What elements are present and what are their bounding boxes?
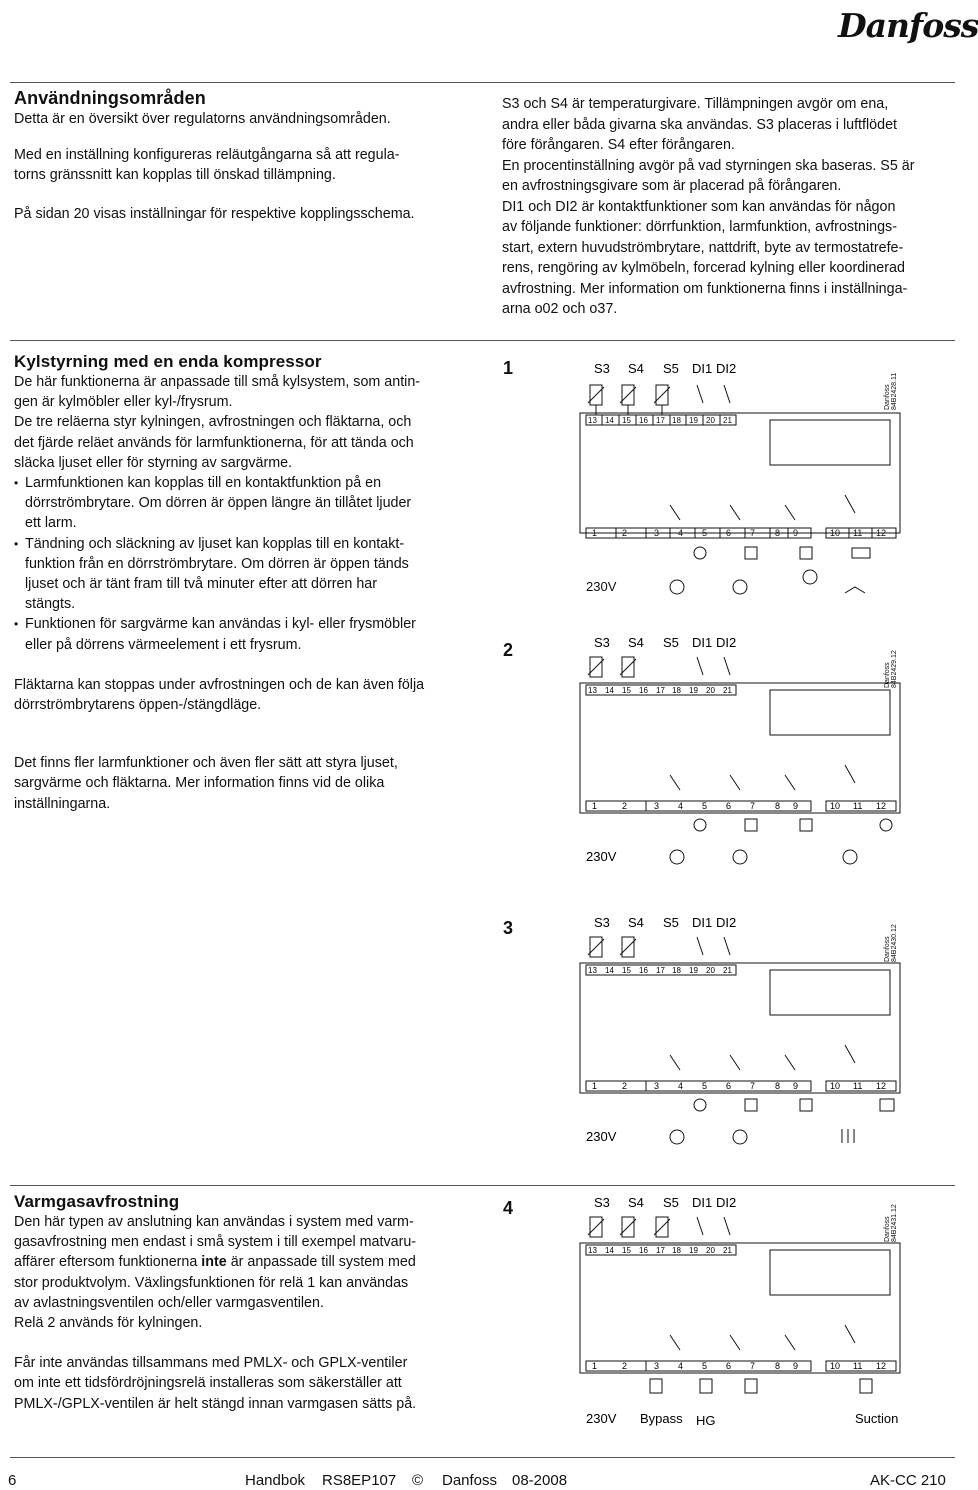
svg-text:4: 4: [678, 528, 684, 538]
bullet-light: • Tändning och släckning av ljuset kan kopplas till en kontakt- funktion från en dörrströmbrytare. Om dörren är öppen tänds ljuset och är tänt fram till två minuter efter att dörren har stängts.: [14, 534, 484, 615]
svg-text:S4: S4: [628, 915, 644, 930]
footer-page-number: 6: [8, 1472, 17, 1489]
svg-text:15: 15: [622, 686, 631, 695]
svg-text:7: 7: [750, 1361, 756, 1371]
svg-text:11: 11: [853, 1081, 863, 1091]
bypass-label: Bypass: [640, 1411, 683, 1426]
svg-text:DI2: DI2: [716, 1195, 737, 1210]
svg-text:4: 4: [678, 1081, 684, 1091]
sensor-symbols: [588, 385, 730, 415]
single-compressor-heading: Kylstyrning med en enda kompressor: [14, 352, 322, 371]
svg-text:12: 12: [876, 528, 887, 538]
hotgas-para-1: [14, 1212, 484, 1333]
bullet-alarm: • Larmfunktionen kan kopplas till en kontaktfunktion på en dörrströmbrytare. Om dörren är öppen längre än tillåtet ljuder ett larm.: [14, 473, 484, 534]
diagram-3-code: Danfoss 84B2430.12: [884, 924, 898, 962]
sensor-labels: [594, 361, 736, 376]
svg-text:9: 9: [793, 1361, 799, 1371]
diagram-1-number: 1: [503, 358, 514, 378]
svg-text:20: 20: [706, 686, 715, 695]
svg-text:13: 13: [588, 686, 597, 695]
svg-text:9: 9: [793, 1081, 799, 1091]
wiring-diagram-1: [580, 355, 910, 610]
svg-text:10: 10: [830, 1081, 841, 1091]
svg-text:6: 6: [726, 801, 732, 811]
svg-text:5: 5: [702, 801, 708, 811]
single-compressor-para-2: Fläktarna kan stoppas under avfrostningen och de kan även följa dörrströmbrytarens öppen-/stängdläge.: [14, 676, 425, 714]
svg-text:7: 7: [750, 801, 756, 811]
wiring-diagram-2: [580, 635, 910, 870]
svg-text:7: 7: [750, 1081, 756, 1091]
voltage-label: 230V: [586, 849, 617, 864]
svg-text:5: 5: [702, 1361, 708, 1371]
svg-text:S3: S3: [594, 635, 610, 650]
svg-text:17: 17: [656, 686, 665, 695]
sensor-labels: [594, 635, 736, 650]
svg-text:6: 6: [726, 1361, 732, 1371]
svg-text:7: 7: [750, 528, 756, 538]
wiring-diagram-1-svg: [580, 355, 910, 610]
svg-text:18: 18: [672, 1246, 681, 1255]
voltage-label: 230V: [586, 579, 617, 594]
svg-text:9: 9: [793, 528, 799, 538]
svg-text:10: 10: [830, 1361, 841, 1371]
diagram-1-code: Danfoss 84B2428.11: [884, 372, 898, 410]
svg-text:4: 4: [678, 801, 684, 811]
svg-text:S4: S4: [628, 1195, 644, 1210]
svg-text:3: 3: [654, 528, 660, 538]
danfoss-logo: [838, 6, 978, 46]
svg-text:8: 8: [775, 1361, 781, 1371]
svg-text:18: 18: [672, 416, 681, 425]
hotgas-para-1-bold: inte: [201, 1254, 227, 1271]
svg-text:16: 16: [639, 416, 648, 425]
svg-text:3: 3: [654, 1081, 660, 1091]
bottom-terminal-labels: [592, 1081, 886, 1091]
svg-text:DI1: DI1: [692, 1195, 713, 1210]
top-terminal-labels: [588, 686, 732, 695]
bottom-terminal-labels: [592, 801, 886, 811]
sensor-labels: [594, 1195, 736, 1210]
svg-text:DI2: DI2: [716, 635, 737, 650]
svg-text:14: 14: [605, 416, 614, 425]
svg-text:1: 1: [592, 528, 598, 538]
divider-top: [10, 82, 955, 83]
hotgas-section: [14, 1192, 484, 1414]
svg-text:S3: S3: [594, 915, 610, 930]
footer-product: AK-CC 210: [870, 1472, 946, 1489]
hotgas-para-1a: Den här typen av anslutning kan användas i system med varm- gasavfrostning men endast i små system i till exempel matvaru- affärer eftersom funktionerna: [14, 1214, 417, 1271]
svg-text:13: 13: [588, 966, 597, 975]
svg-text:10: 10: [830, 528, 841, 538]
svg-text:12: 12: [876, 1361, 887, 1371]
diagram-4-number: 4: [503, 1198, 514, 1218]
sensor-di2: DI2: [716, 361, 737, 376]
svg-text:19: 19: [689, 1246, 698, 1255]
divider-3: [10, 1185, 955, 1186]
svg-text:8: 8: [775, 528, 781, 538]
svg-text:19: 19: [689, 686, 698, 695]
svg-text:3: 3: [654, 1361, 660, 1371]
svg-text:17: 17: [656, 1246, 665, 1255]
svg-text:17: 17: [656, 966, 665, 975]
svg-text:1: 1: [592, 801, 598, 811]
relay-contacts: [670, 495, 855, 520]
svg-text:5: 5: [702, 1081, 708, 1091]
svg-text:6: 6: [726, 528, 732, 538]
wiring-diagram-3-svg: [580, 915, 910, 1150]
svg-text:8: 8: [775, 1081, 781, 1091]
footer-date: 08-2008: [512, 1472, 568, 1489]
svg-text:12: 12: [876, 801, 887, 811]
svg-text:2: 2: [622, 801, 628, 811]
svg-text:20: 20: [706, 966, 715, 975]
svg-text:6: 6: [726, 1081, 732, 1091]
load-symbols: [670, 547, 870, 594]
svg-text:11: 11: [853, 801, 863, 811]
svg-text:18: 18: [672, 966, 681, 975]
sensor-s5: S5: [663, 361, 679, 376]
svg-text:10: 10: [830, 801, 841, 811]
svg-text:S5: S5: [663, 915, 679, 930]
voltage-label: 230V: [586, 1129, 617, 1144]
wiring-diagram-2-svg: [580, 635, 910, 870]
svg-text:9: 9: [793, 801, 799, 811]
usage-right-text: S3 och S4 är temperaturgivare. Tillämpningen avgör om ena, andra eller båda givarna ska användas. S3 placeras i luftflödet före förångaren. S4 efter förångaren. En procentinställning avgör på vad styrningen ska baseras. S5 är en avfrostningsgivare som är placerad på förångaren. DI1 och DI2 är kontaktfunktioner som kan användas för någon av följande funktioner: dörrfunktion, larmfunktion, avfrostnings- start, extern huvudströmbrytare, nattdrift, byte av termostatrefe- rens, rengöring av kylmöbeln, forcerad kylning eller koordinerad avfrostning. Mer information om funktionerna finns i inställninga- arna o02 och o37.: [502, 96, 915, 317]
svg-text:3: 3: [654, 801, 660, 811]
divider-footer: [10, 1457, 955, 1458]
svg-text:S4: S4: [628, 635, 644, 650]
footer-code: RS8EP107: [322, 1472, 397, 1489]
bullet-rail-heat: • Funktionen för sargvärme kan användas i kyl- eller frysmöbler eller på dörrens värmeelement i ett frysrum.: [14, 614, 484, 654]
svg-text:14: 14: [605, 1246, 614, 1255]
svg-text:21: 21: [723, 1246, 732, 1255]
bottom-terminal-labels: [592, 1361, 886, 1371]
svg-text:14: 14: [605, 686, 614, 695]
svg-text:DI2: DI2: [716, 915, 737, 930]
sensor-s4: S4: [628, 361, 644, 376]
svg-text:16: 16: [639, 686, 648, 695]
svg-text:19: 19: [689, 416, 698, 425]
suction-label: Suction: [855, 1411, 899, 1426]
diagram-2-code: Danfoss 84B2429.12: [884, 650, 898, 688]
svg-text:S3: S3: [594, 1195, 610, 1210]
usage-para-3: På sidan 20 visas inställningar för respektive kopplingsschema.: [14, 205, 415, 222]
top-terminal-labels: [588, 416, 732, 425]
svg-text:19: 19: [689, 966, 698, 975]
svg-text:14: 14: [605, 966, 614, 975]
svg-text:15: 15: [622, 1246, 631, 1255]
svg-text:15: 15: [622, 966, 631, 975]
hotgas-para-1b: är anpassade till system med stor produktvolym. Växlingsfunktionen för relä 1 kan användas av avlastningsventilen och/eller varmgasventilen. Relä 2 används för kylningen.: [14, 1254, 416, 1332]
wiring-diagram-3: [580, 915, 910, 1150]
svg-text:11: 11: [853, 1361, 863, 1371]
sensor-di1: DI1: [692, 361, 713, 376]
svg-text:13: 13: [588, 416, 597, 425]
svg-text:21: 21: [723, 686, 732, 695]
svg-text:11: 11: [853, 528, 863, 538]
svg-text:18: 18: [672, 686, 681, 695]
svg-text:20: 20: [706, 416, 715, 425]
svg-text:21: 21: [723, 416, 732, 425]
svg-text:15: 15: [622, 416, 631, 425]
top-terminal-labels: [588, 966, 732, 975]
svg-text:16: 16: [639, 1246, 648, 1255]
svg-text:2: 2: [622, 1081, 628, 1091]
svg-text:13: 13: [588, 1246, 597, 1255]
voltage-label: 230V: [586, 1411, 617, 1426]
svg-text:2: 2: [622, 528, 628, 538]
usage-para-1: Detta är en översikt över regulatorns användningsområden.: [14, 111, 391, 127]
diagram-4-code: Danfoss 84B2431.12: [884, 1204, 898, 1242]
svg-text:1: 1: [592, 1081, 598, 1091]
svg-text:21: 21: [723, 966, 732, 975]
hg-label: HG: [696, 1413, 716, 1428]
diagram-2-number: 2: [503, 640, 514, 660]
single-compressor-para-3: Det finns fler larmfunktioner och även fler sätt att styra ljuset, sargvärme och fläktarna. Mer information finns vid de olika inställningarna.: [14, 755, 398, 812]
top-terminal-labels: [588, 1246, 732, 1255]
svg-text:8: 8: [775, 801, 781, 811]
single-compressor-para-1: De här funktionerna är anpassade till små kylsystem, som antin- gen är kylmöbler eller kyl-/frysrum. De tre reläerna styr kylningen, avfrostningen och fläktarna, och det fjärde reläet används för larmfunktionerna, för att tända och släcka ljuset eller för styrning av sargvärme.: [14, 374, 421, 471]
diagram-3-number: 3: [503, 918, 514, 938]
sensor-labels: [594, 915, 736, 930]
svg-text:16: 16: [639, 966, 648, 975]
svg-text:DI1: DI1: [692, 915, 713, 930]
svg-text:2: 2: [622, 1361, 628, 1371]
wiring-diagram-4: [580, 1195, 910, 1435]
logo-text: Danfoss: [838, 6, 978, 45]
sensor-symbols: [580, 1217, 900, 1393]
usage-section: [14, 88, 484, 224]
divider-2: [10, 340, 955, 341]
hotgas-para-2: Får inte användas tillsammans med PMLX- och GPLX-ventiler om inte ett tidsfördröjningsrelä installeras som säkerställer att PMLX-/GPLX-ventilen är helt stängd innan varmgasen sätts på.: [14, 1355, 417, 1412]
usage-para-2: Med en inställning konfigureras reläutgångarna så att regula- torns gränssnitt kan kopplas till önskad tillämpning.: [14, 147, 400, 184]
footer-handbook: Handbok: [245, 1472, 306, 1489]
svg-text:17: 17: [656, 416, 665, 425]
display-box: [770, 420, 890, 465]
svg-text:4: 4: [678, 1361, 684, 1371]
svg-text:20: 20: [706, 1246, 715, 1255]
svg-text:DI1: DI1: [692, 635, 713, 650]
usage-heading: Användningsområden: [14, 88, 206, 108]
top-terminals: [580, 413, 900, 533]
svg-text:5: 5: [702, 528, 708, 538]
single-compressor-section: [14, 352, 484, 814]
svg-text:1: 1: [592, 1361, 598, 1371]
sensor-s3: S3: [594, 361, 610, 376]
svg-text:S5: S5: [663, 1195, 679, 1210]
wiring-diagram-4-svg: [580, 1195, 910, 1435]
hotgas-heading: Varmgasavfrostning: [14, 1192, 180, 1211]
svg-text:12: 12: [876, 1081, 887, 1091]
footer-company: Danfoss: [442, 1472, 498, 1489]
svg-text:S5: S5: [663, 635, 679, 650]
footer-copyright: ©: [412, 1472, 424, 1489]
